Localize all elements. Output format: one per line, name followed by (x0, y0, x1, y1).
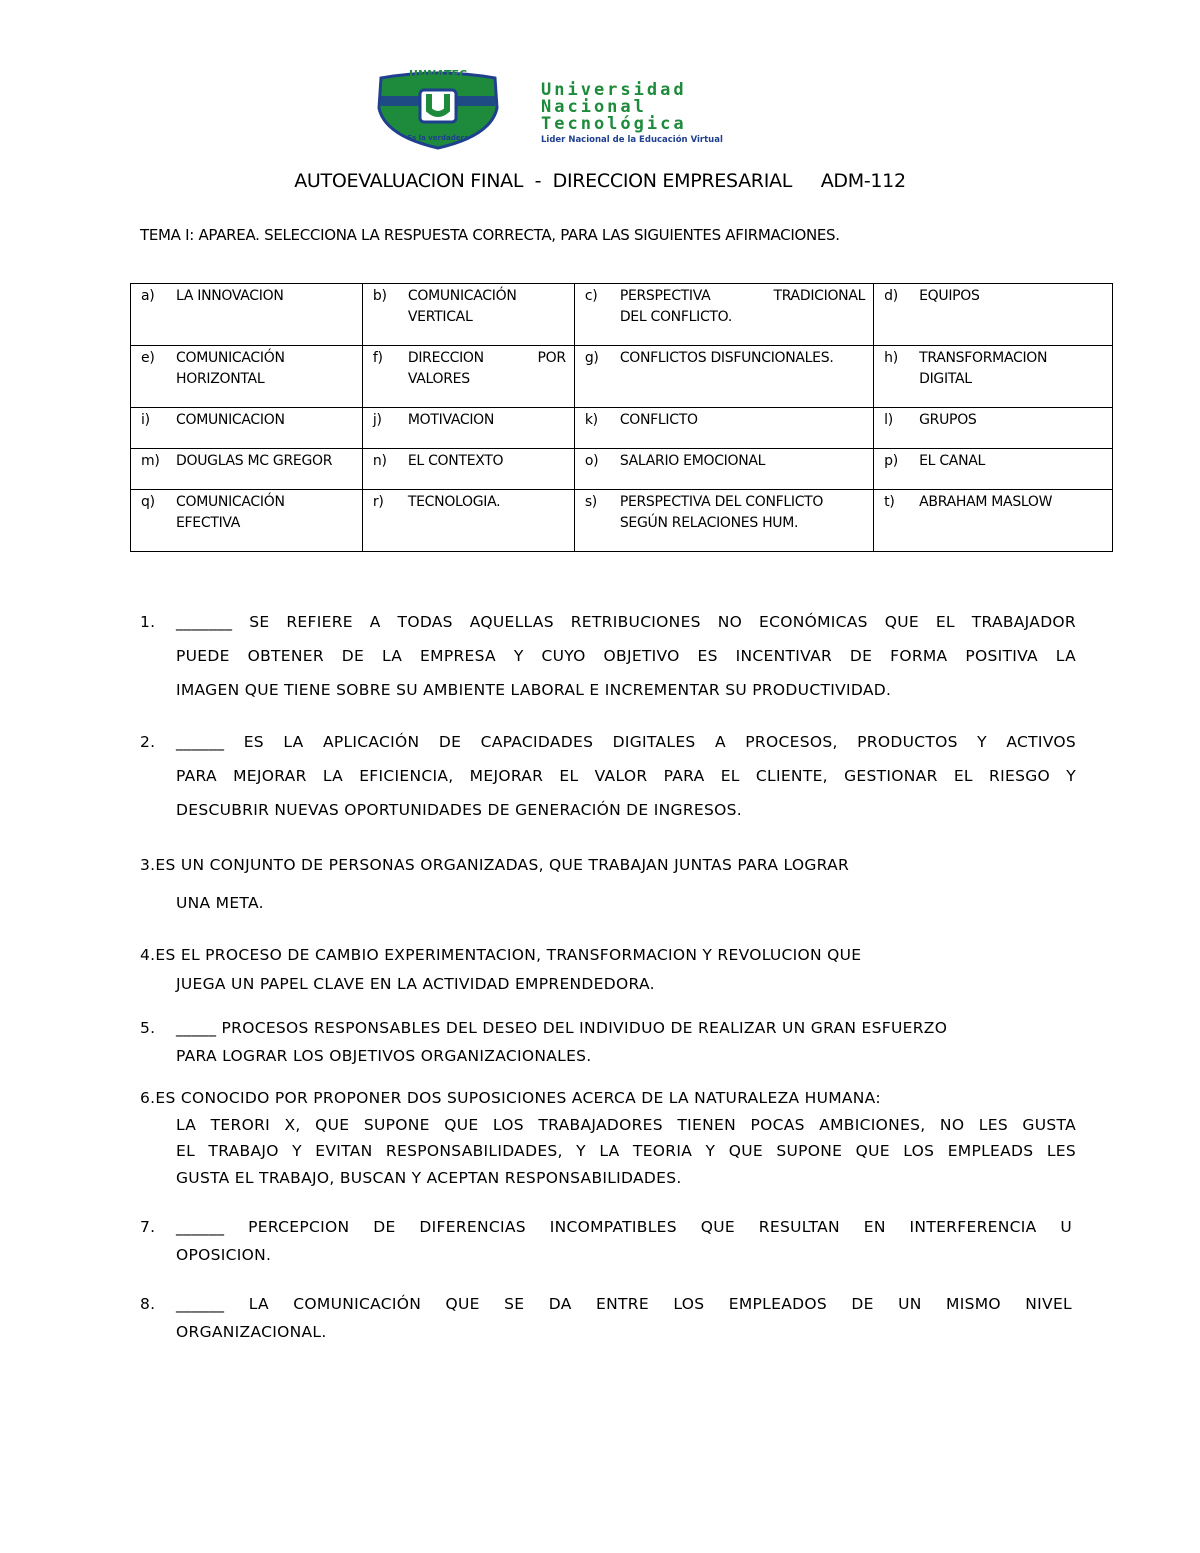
table-cell (131, 284, 363, 346)
option-text: ABRAHAM MASLOW (919, 494, 1053, 510)
table-cell (362, 408, 574, 449)
option-letter: f) (372, 350, 383, 366)
table-row (131, 346, 1113, 408)
question-line: ES EL PROCESO DE CAMBIO EXPERIMENTACION, TRANSFORMACION Y REVOLUCION QUE (155, 946, 862, 964)
question-line: JUEGA UN PAPEL CLAVE EN LA ACTIVIDAD EMPRENDEDORA. (176, 975, 655, 993)
question-line-1 (140, 941, 976, 970)
shield-subtext: Es la verdadera (407, 134, 469, 142)
option-letter: l) (884, 412, 893, 428)
question-line: PUEDE OBTENER DE LA EMPRESA Y CUYO OBJETIVO ES INCENTIVAR DE FORMA POSITIVA LA (176, 647, 1076, 665)
option-text-line-2: VALORES (407, 371, 470, 387)
option-letter: k) (584, 412, 598, 428)
option-text: SALARIO EMOCIONAL (619, 453, 766, 469)
option-text: EQUIPOS (919, 288, 980, 304)
option-letter: d) (884, 288, 898, 304)
table-cell (131, 346, 363, 408)
question-7 (140, 1213, 1072, 1269)
option-letter: g) (584, 350, 599, 366)
option-text: MOTIVACION (407, 412, 495, 428)
table-cell (574, 408, 873, 449)
option-text-line-1: PERSPECTIVA TRADICIONAL (619, 288, 866, 304)
question-line-1 (140, 1085, 1076, 1112)
logo-name-line-3: Tecnológica (541, 114, 687, 134)
question-line: _______ SE REFIERE A TODAS AQUELLAS RETRIBUCIONES NO ECONÓMICAS QUE EL TRABAJADOR (176, 613, 1076, 631)
question-number: 1. (140, 613, 156, 631)
question-line: UNA META. (176, 894, 264, 912)
option-letter: h) (884, 350, 898, 366)
university-logo (373, 68, 803, 150)
option-letter: c) (584, 288, 598, 304)
question-number: 4. (140, 946, 156, 964)
table-cell (574, 449, 873, 490)
option-letter: p) (884, 453, 898, 469)
question-number: 8. (140, 1295, 156, 1313)
question-8 (140, 1290, 1072, 1346)
option-text: EL CANAL (919, 453, 986, 469)
title-dash: - (534, 170, 542, 192)
question-5 (140, 1014, 1036, 1070)
question-line: ______ ES LA APLICACIÓN DE CAPACIDADES DIGITALES A PROCESOS, PRODUCTOS Y ACTIVOS (176, 733, 1076, 751)
table-cell (874, 408, 1113, 449)
option-text: DOUGLAS MC GREGOR (176, 453, 333, 469)
table-cell (362, 449, 574, 490)
question-1 (140, 605, 1076, 705)
question-number: 5. (140, 1019, 156, 1037)
table-cell (574, 284, 873, 346)
option-letter: n) (372, 453, 387, 469)
logo-tagline: Lider Nacional de la Educación Virtual (541, 135, 723, 145)
option-text: CONFLICTO (619, 412, 698, 428)
shield-emblem (379, 68, 497, 148)
instruction-text: TEMA I: APAREA. SELECCIONA LA RESPUESTA CORRECTA, PARA LAS SIGUIENTES AFIRMACIONES. (140, 226, 840, 244)
table-cell (131, 449, 363, 490)
option-letter: j) (372, 412, 382, 428)
option-text: LA INNOVACION (176, 288, 284, 304)
shield-text: UNNATEC (408, 68, 468, 81)
option-letter: i) (141, 412, 150, 428)
option-text: EL CONTEXTO (407, 453, 504, 469)
option-text: TRANSFORMACION DIGITAL (919, 350, 1048, 387)
table-cell (874, 284, 1113, 346)
option-text: COMUNICACIÓN EFECTIVA (176, 494, 285, 531)
option-letter: a) (141, 288, 155, 304)
question-4 (140, 941, 976, 999)
title-part2: DIRECCION EMPRESARIAL (552, 170, 792, 192)
table-cell (874, 346, 1113, 408)
table-cell (574, 490, 873, 552)
matching-table (130, 283, 1113, 552)
question-line: OPOSICION. (176, 1246, 272, 1264)
question-number: 3. (140, 856, 156, 874)
option-text-line-2: DEL CONFLICTO. (619, 309, 732, 325)
logo-name-line-1: Universidad (541, 80, 687, 100)
option-letter: m) (141, 453, 160, 469)
option-letter: e) (141, 350, 155, 366)
option-text: COMUNICACION (176, 412, 285, 428)
question-line: IMAGEN QUE TIENE SOBRE SU AMBIENTE LABORAL E INCREMENTAR SU PRODUCTIVIDAD. (176, 681, 892, 699)
question-6 (140, 1085, 1076, 1191)
question-line: GUSTA EL TRABAJO, BUSCAN Y ACEPTAN RESPONSABILIDADES. (176, 1168, 682, 1187)
table-cell (131, 490, 363, 552)
question-line: ______ LA COMUNICACIÓN QUE SE DA ENTRE LOS EMPLEADOS DE UN MISMO NIVEL (176, 1295, 1072, 1313)
question-number: 6. (140, 1089, 156, 1107)
logo-name-line-2: Nacional (541, 97, 647, 117)
table-cell (362, 346, 574, 408)
table-row (131, 490, 1113, 552)
table-cell (874, 490, 1113, 552)
question-line: ES CONOCIDO POR PROPONER DOS SUPOSICIONES ACERCA DE LA NATURALEZA HUMANA: (155, 1089, 881, 1107)
option-letter: t) (884, 494, 895, 510)
question-line: ______ PERCEPCION DE DIFERENCIAS INCOMPATIBLES QUE RESULTAN EN INTERFERENCIA U (176, 1218, 1072, 1236)
question-line: ES UN CONJUNTO DE PERSONAS ORGANIZADAS, QUE TRABAJAN JUNTAS PARA LOGRAR (155, 856, 850, 874)
option-text-line-1: DIRECCION POR (407, 350, 566, 366)
option-letter: o) (584, 453, 599, 469)
question-line: _____ PROCESOS RESPONSABLES DEL DESEO DEL INDIVIDUO DE REALIZAR UN GRAN ESFUERZO (176, 1019, 948, 1037)
table-cell (362, 284, 574, 346)
table-cell (131, 408, 363, 449)
option-text-line-2: SEGÚN RELACIONES HUM. (619, 515, 799, 531)
table-row (131, 449, 1113, 490)
table-cell (362, 490, 574, 552)
question-2 (140, 725, 1076, 825)
option-text: TECNOLOGIA. (407, 494, 501, 510)
question-line: PARA LOGRAR LOS OBJETIVOS ORGANIZACIONALES. (176, 1047, 592, 1065)
question-line: DESCUBRIR NUEVAS OPORTUNIDADES DE GENERACIÓN DE INGRESOS. (176, 801, 742, 819)
option-text: COMUNICACIÓN VERTICAL (407, 288, 517, 325)
option-letter: r) (372, 494, 384, 510)
option-letter: q) (141, 494, 155, 510)
option-text: CONFLICTOS DISFUNCIONALES. (619, 350, 834, 366)
page-title (0, 170, 1200, 192)
question-line: EL TRABAJO Y EVITAN RESPONSABILIDADES, Y LA TEORIA Y QUE SUPONE QUE LOS EMPLEADS LES (176, 1142, 1076, 1160)
question-line: ORGANIZACIONAL. (176, 1323, 327, 1341)
option-letter: s) (584, 494, 597, 510)
option-letter: b) (372, 288, 387, 304)
title-part1: AUTOEVALUACION FINAL (294, 170, 524, 192)
option-text: COMUNICACIÓN HORIZONTAL (176, 350, 285, 387)
question-number: 7. (140, 1218, 156, 1236)
table-cell (574, 346, 873, 408)
title-code: ADM-112 (820, 170, 906, 192)
question-line: LA TERORI X, QUE SUPONE QUE LOS TRABAJADORES TIENEN POCAS AMBICIONES, NO LES GUSTA (176, 1115, 1076, 1134)
option-text-line-1: PERSPECTIVA DEL CONFLICTO (619, 494, 824, 510)
table-cell (874, 449, 1113, 490)
table-row (131, 408, 1113, 449)
question-line-1 (140, 846, 970, 884)
question-line: PARA MEJORAR LA EFICIENCIA, MEJORAR EL VALOR PARA EL CLIENTE, GESTIONAR EL RIESGO Y (176, 767, 1076, 785)
question-3 (140, 846, 970, 916)
question-number: 2. (140, 733, 156, 751)
option-text: GRUPOS (919, 412, 977, 428)
table-row (131, 284, 1113, 346)
